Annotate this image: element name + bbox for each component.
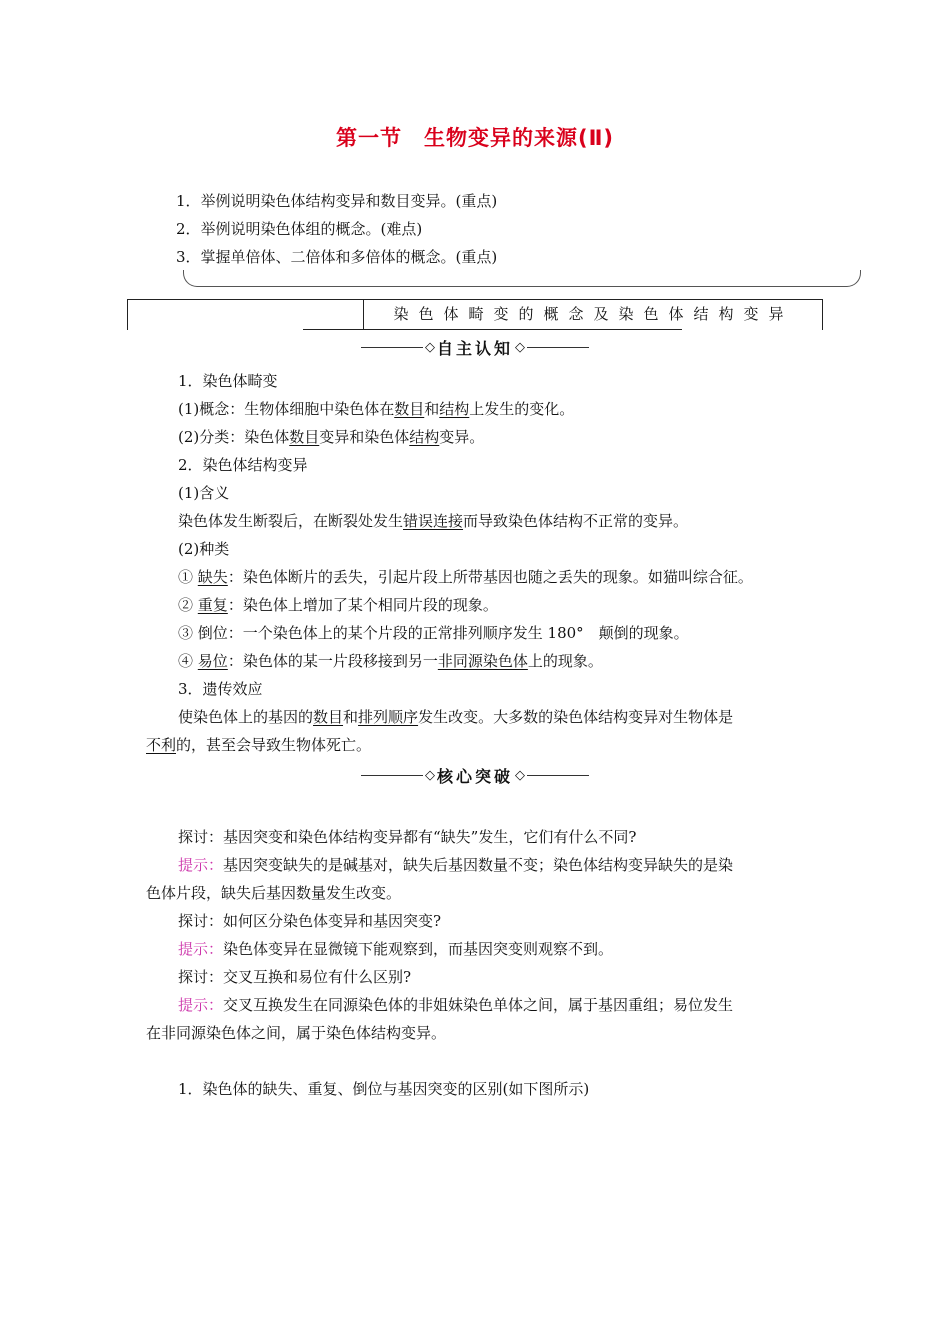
learning-goal: 2．举例说明染色体组的概念。(难点)	[176, 220, 423, 238]
self-study-banner: ◇ 自主认知 ◇	[0, 336, 950, 359]
meaning-line: 染色体发生断裂后，在断裂处发生错误连接而导致染色体结构不正常的变异。	[178, 512, 689, 530]
learning-goal: 1．举例说明染色体结构变异和数目变异。(重点)	[176, 192, 498, 210]
question-2: 探讨：如何区分染色体变异和基因突变?	[178, 912, 442, 930]
answer-1: 提示：基因突变缺失的是碱基对，缺失后基因数量不变；染色体结构变异缺失的是染	[178, 856, 734, 874]
question-3: 探讨：交叉互换和易位有什么区别?	[178, 968, 412, 986]
answer-3-cont: 在非同源染色体之间，属于染色体结构变异。	[146, 1024, 447, 1042]
page-title: 第一节 生物变异的来源(Ⅱ)	[335, 126, 615, 150]
effect-line: 使染色体上的基因的数目和排列顺序发生改变。大多数的染色体结构变异对生物体是	[178, 708, 734, 726]
answer-3: 提示：交叉互换发生在同源染色体的非姐妹染色单体之间，属于基因重组；易位发生	[178, 996, 734, 1014]
section-heading-box	[127, 299, 823, 330]
answer-2: 提示：染色体变异在显微镜下能观察到，而基因突变则观察不到。	[178, 940, 614, 958]
question-1: 探讨：基因突变和染色体结构变异都有“缺失”发生，它们有什么不同?	[178, 828, 637, 846]
type-inversion: ③ 倒位：一个染色体上的某个片段的正常排列顺序发生 180° 颠倒的现象。	[178, 624, 689, 642]
heading-aberration: 1．染色体畸变	[178, 372, 278, 390]
core-banner: ◇ 核心突破 ◇	[0, 764, 950, 787]
meaning-label: (1)含义	[178, 484, 230, 502]
heading-structural: 2．染色体结构变异	[178, 456, 308, 474]
bottom-item: 1．染色体的缺失、重复、倒位与基因突变的区别(如下图所示)	[178, 1080, 590, 1098]
concept-line: (1)概念：生物体细胞中染色体在数目和结构上发生的变化。	[178, 400, 575, 418]
type-duplication: ② 重复：染色体上增加了某个相同片段的现象。	[178, 596, 498, 614]
learning-goal: 3．掌握单倍体、二倍体和多倍体的概念。(重点)	[176, 248, 498, 266]
heading-effect: 3．遗传效应	[178, 680, 263, 698]
classification-line: (2)分类：染色体数目变异和染色体结构变异。	[178, 428, 485, 446]
type-translocation: ④ 易位：染色体的某一片段移接到另一非同源染色体上的现象。	[178, 652, 603, 670]
answer-1-cont: 色体片段，缺失后基因数量发生改变。	[146, 884, 402, 902]
effect-line-2: 不利的，甚至会导致生物体死亡。	[146, 736, 372, 754]
types-label: (2)种类	[178, 540, 230, 558]
type-deletion: ① 缺失：染色体断片的丢失，引起片段上所带基因也随之丢失的现象。如猫叫综合征。	[178, 568, 753, 586]
section-heading: 染色体畸变的概念及染色体结构变异	[393, 305, 794, 323]
goals-brace	[183, 270, 861, 287]
